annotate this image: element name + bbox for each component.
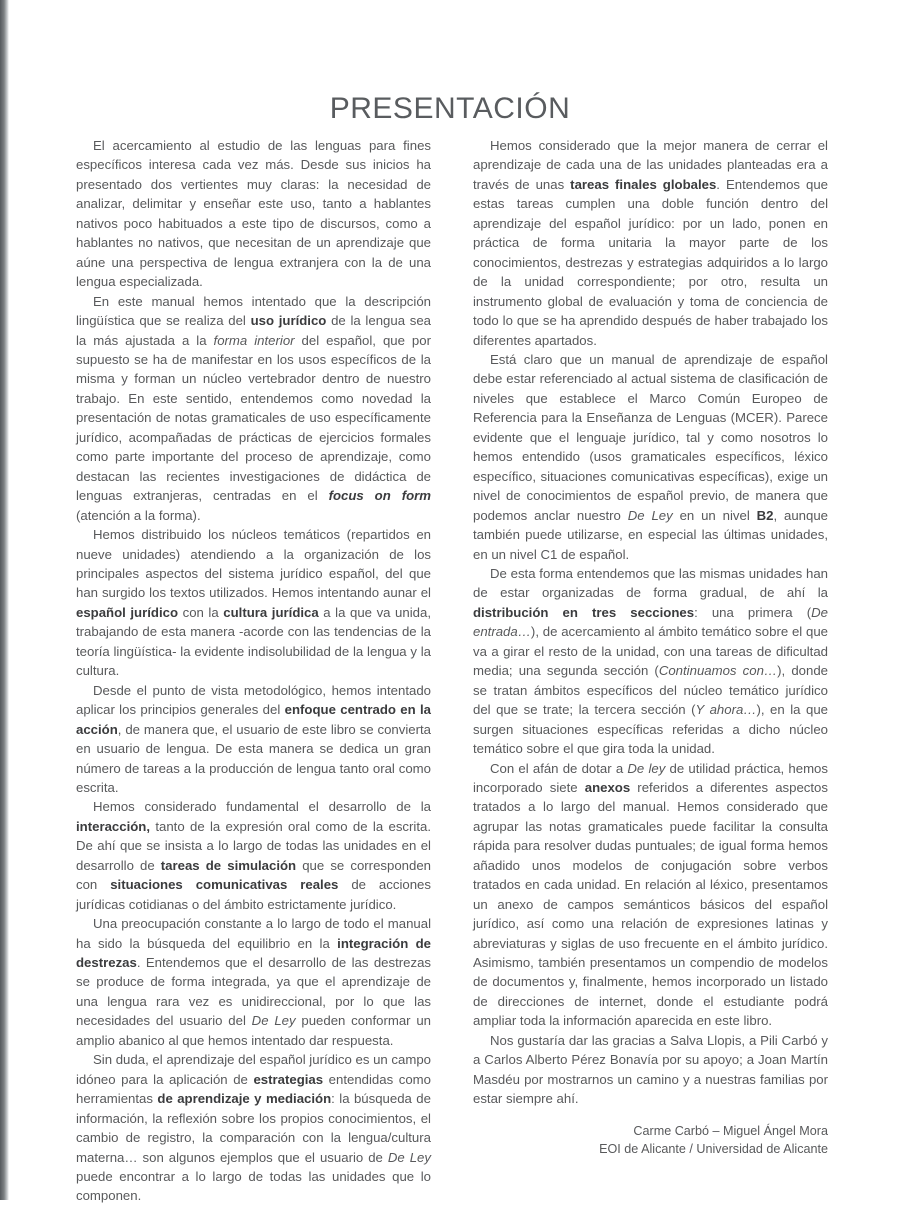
text-run: . Entendemos que el desarrollo de las destrezas se produce de forma integrada, ya que el aprendizaje de una lengua rara vez es unidireccional, por lo que las necesidades del usuario del [76,955,431,1029]
text-run: de la lengua sea la más ajustada a la [76,313,431,348]
paragraph-r2 [473,350,828,564]
bold-run: uso jurídico [250,313,327,329]
text-run: (atención a la forma). [76,507,201,523]
bold-run: B2 [756,507,774,523]
text-run: puede encontrar a lo largo de todas las unidades que lo componen. [76,1169,431,1204]
text-run: Con el afán de dotar a [490,760,628,776]
left-column [76,136,431,1206]
text-run: : la búsqueda de información, la reflexión sobre los propios conocimientos, el cambio de registro, la comparación con la lengua/cultura materna… son algunos ejemplos que el usuario de [76,1091,431,1165]
text-run: Nos gustaría dar las gracias a Salva Llopis, a Pili Carbó y a Carlos Alberto Pérez Bonavía por su apoyo; a Joan Martín Masdéu por mostrarnos un camino y a nuestras familias por estar siempre ahí. [473,1032,828,1107]
bold-run: integración de destrezas [76,935,431,971]
bold-run: tareas de simulación [160,857,297,873]
signature-block [473,1122,828,1158]
text-run: De esta forma entendemos que las mismas unidades han de estar organizadas de forma gradual, de ahí la [473,565,828,601]
right-column [473,136,828,1206]
text-run: Hemos distribuido los núcleos temáticos (repartidos en nueve unidades) atendiendo a la organización de los principales aspectos del sistema jurídico español, del que han surgido los textos utilizados. Hemos intentando aunar el [76,527,431,601]
italic-run: Continuamos con… [658,663,778,679]
bold-run: interacción, [76,818,151,834]
text-run: referidos a diferentes aspectos tratados a lo largo del manual. Hemos considerado que agrupar las notas gramaticales puede facilitar la consulta rápida para resolver dudas puntuales; de igual forma hemos añadido unos modelos de conjugación sobre verbos tratados en cada unidad. En relación al léxico, presentamos un anexo de campos semánticos básicos del español jurídico, así como una relación de expresiones latinas y abreviaturas y siglas de uso frecuente en el ámbito jurídico. Asimismo, también presentamos un compendio de modelos de documentos y, finalmente, hemos incorporado un listado de direcciones de internet, donde el estudiante podrá ampliar toda la información aparecida en este libro. [473,779,828,1029]
text-run: tanto de la expresión oral como de la escrita. De ahí que se insista a lo largo de todas las unidades en el desarrollo de [76,818,431,873]
text-run: El acercamiento al estudio de las lenguas para fines específicos interesa cada vez más. Desde sus inicios ha presentado dos vertientes muy claras: la necesidad de analizar, delimitar y enseñar este uso, tanto a hablantes nativos poco habituados a este tipo de discursos, como a hablantes no nativos, que necesitan de un aprendizaje que aúne una perspectiva de lengua extranjera con la de una lengua especializada. [76,138,431,290]
bold-run: cultura jurídica [223,604,319,620]
text-run: , de manera que, el usuario de este libro se convierta en usuario de lengua. De esta manera se dedica un gran número de tareas a la producción de lengua tanto oral como escrita. [76,721,431,795]
paragraph-r5 [473,1031,828,1109]
bold-run: anexos [584,779,631,795]
text-run: del español, que por supuesto se ha de manifestar en los usos específicos de la misma y forman un núcleo vertebrador dentro de nuestro trabajo. En este sentido, entendemos como novedad la presentación de notas gramaticales de uso específicamente jurídico, acompañadas de prácticas de ejercicios formales como parte importante del proceso de aprendizaje, como destacan las recientes investigaciones de didáctica de lenguas extranjeras, centradas en el [76,332,431,504]
text-run: en un nivel [672,507,757,523]
text-run: con la [178,604,224,620]
bold-run: enfoque centrado en la acción [76,702,432,737]
bold-run: situaciones comunicativas reales [110,877,339,893]
text-run: ), donde se tratan ámbitos específicos del núcleo temático jurídico del que se trate; la tercera sección ( [473,663,828,718]
paragraph-r1 [473,136,828,350]
bold-run: estrategias [253,1071,324,1087]
text-run: , aunque también puede utilizarse, en especial las últimas unidades, en un nivel C1 de español. [473,507,828,562]
italic-run: De Ley [251,1013,296,1029]
text-run: Hemos considerado fundamental el desarrollo de la [93,799,431,815]
paragraph-p5 [76,797,431,914]
text-run: pueden conformar un amplio abanico al que hemos intentado dar respuesta. [76,1013,432,1048]
page-title: PRESENTACIÓN [329,92,571,126]
bold-run: español jurídico [76,604,179,620]
italic-run: De ley [627,760,666,776]
text-run: Sin duda, el aprendizaje del español jurídico es un campo idóneo para la aplicación de [76,1052,431,1087]
text-run: Desde el punto de vista metodológico, hemos intentado aplicar los principios generales del [76,682,431,718]
text-run: Hemos considerado que la mejor manera de cerrar el aprendizaje de cada una de las unidades planteadas era a través de unas [473,138,828,192]
paragraph-p6 [76,914,431,1050]
bold-run: distribución en tres secciones [473,604,695,620]
bold-run: de aprendizaje y mediación [157,1091,332,1107]
text-run: que se corresponden con [76,857,431,893]
paragraph-p4 [76,681,431,798]
italic-run: De Ley [627,507,673,523]
signature-authors: Carme Carbó – Miguel Ángel Mora [633,1123,828,1138]
text-run: a la que va unida, trabajando de esta manera -acorde con las tendencias de la teoría lingüística- la evidente indisolubilidad de la lengua y la cultura. [76,604,431,679]
text-run: En este manual hemos intentado que la descripción lingüística que se realiza del [76,293,431,329]
text-run: de acciones jurídicas cotidianas o del ámbito estrictamente jurídico. [76,877,431,912]
text-run: entendidas como herramientas [76,1071,431,1107]
text-run: ), de acercamiento al ámbito temático sobre el que va a girar el resto de la unidad, con una tareas de dificultad media; una segunda sección ( [473,624,828,679]
signature-affiliation: EOI de Alicante / Universidad de Alicante [599,1141,828,1156]
paragraph-r4 [473,759,828,1031]
text-run: Una preocupación constante a lo largo de todo el manual ha sido la búsqueda del equilibrio en la [76,916,431,951]
two-column-body [76,136,828,1206]
bold-italic-run: focus on form [328,488,431,504]
paragraph-p3 [76,525,431,681]
bold-run: tareas finales globales [570,176,717,192]
paragraph-p7 [76,1050,431,1206]
text-run: Está claro que un manual de aprendizaje de español debe estar referenciado al actual sistema de clasificación de niveles que establece el Marco Común Europeo de Referencia para la Enseñanza de Lenguas (MCER). Parece evidente que el lenguaje jurídico, tal y como nosotros lo hemos entendido (usos gramaticales específicos, léxico específico, situaciones comunicativas específicas), exige un nivel de conocimientos de español previo, de manera que podemos anclar nuestro [473,351,828,523]
text-run: ), en la que surgen situaciones específicas referidas a dicho núcleo temático sobre el que gira toda la unidad. [473,702,828,757]
italic-run: De Ley [387,1149,431,1165]
text-run: : una primera ( [694,604,812,620]
text-run: . Entendemos que estas tareas cumplen una doble función dentro del aprendizaje del español jurídico: por un lado, ponen en práctica de forma unitaria la mayor parte de los conocimientos, destrezas y estrategias adquiridos a lo largo de la unidad correspondiente; por otro, resulta un instrumento global de evaluación y toma de conciencia de todo lo que se ha aprendido después de haber trabajado los diferentes apartados. [473,176,828,348]
paragraph-r3 [473,564,828,759]
paragraph-p2 [76,292,431,525]
italic-run: Y ahora… [695,702,757,718]
italic-run: forma interior [213,332,295,348]
paragraph-p1 [76,136,431,292]
text-run: de utilidad práctica, hemos incorporado siete [473,760,828,795]
italic-run: De entrada… [473,604,828,640]
